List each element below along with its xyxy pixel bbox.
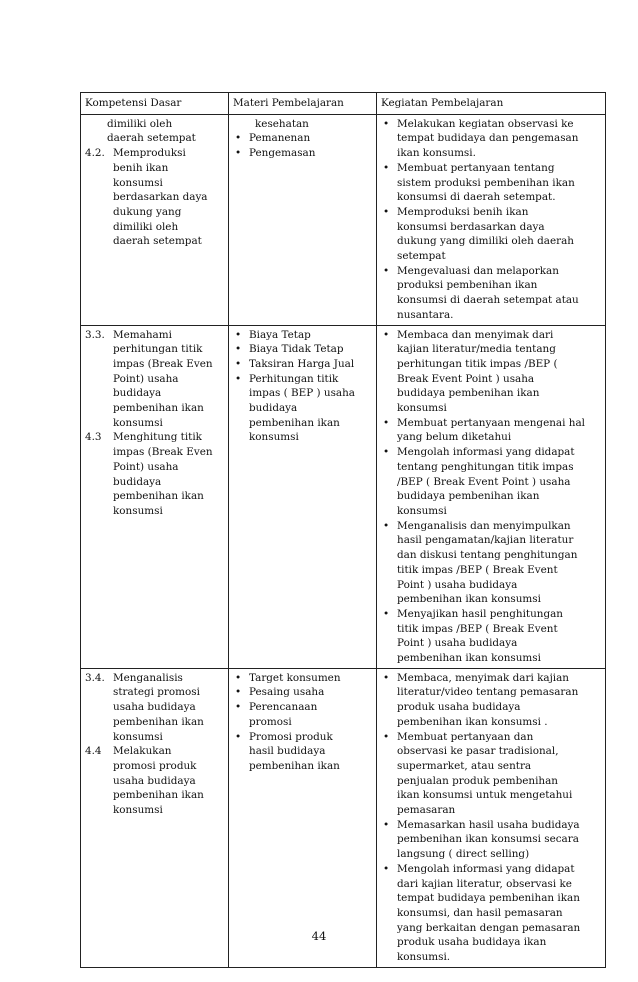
kd-line: daerah setempat [113, 235, 202, 248]
kd-text: Melakukan promosi produk usaha budidaya pembenihan ikan konsumsi [113, 745, 204, 817]
kompetensi-cell [81, 114, 229, 325]
learning-table [80, 92, 606, 968]
table-row [81, 114, 606, 325]
list-item: • Mengolah informasi yang didapat tentang penghitungan titik impas /BEP ( Break Event Point ) usaha budidaya pembenihan ikan konsumsi [381, 445, 601, 519]
materi-list [233, 328, 372, 446]
kd-text: Memahami perhitungan titik impas (Break Even Point) usaha budidaya pembenihan ikan konsumsi [113, 328, 213, 429]
list-item: • Mengolah informasi yang didapat dari kajian literatur, observasi ke tempat budidaya pembenihan ikan konsumsi, dan hasil pemasaran yang berkaitan dengan pemasaran produk usaha budidaya ikan konsumsi. [381, 862, 601, 965]
kompetensi-cell [81, 668, 229, 967]
list-item: • Target konsumen [233, 671, 372, 686]
kompetensi-cell [81, 325, 229, 668]
kd-number: 4.4 [85, 745, 102, 758]
kd-line: dimiliki oleh [113, 220, 179, 233]
list-item: • Mengevaluasi dan melaporkan produksi pembenihan ikan konsumsi di daerah setempat atau nusantara. [381, 264, 601, 323]
kd-item [85, 744, 224, 818]
kd-line: benih ikan [113, 161, 169, 174]
kd-item [85, 328, 224, 431]
list-item: • Melakukan kegiatan observasi ke tempat budidaya dan pengemasan ikan konsumsi. [381, 117, 601, 161]
list-item: • Menganalisis dan menyimpulkan hasil pengamatan/kajian literatur dan diskusi tentang penghitungan titik impas /BEP ( Break Event Point ) usaha budidaya pembenihan ikan konsumsi [381, 519, 601, 607]
header-materi-pembelajaran: Materi Pembelajaran [229, 93, 377, 115]
kd-line: dimiliki oleh [107, 117, 173, 130]
materi-list [233, 131, 372, 160]
kd-line: dukung yang [113, 205, 182, 218]
kd-item [85, 671, 224, 745]
kegiatan-list [381, 671, 601, 965]
list-item: • Menyajikan hasil penghitungan titik impas /BEP ( Break Event Point ) usaha budidaya pembenihan ikan konsumsi [381, 607, 601, 666]
list-item: • Membaca, menyimak dari kajian literatur/video tentang pemasaran produk usaha budidaya pembenihan ikan konsumsi . [381, 671, 601, 730]
materi-cell [229, 114, 377, 325]
kegiatan-cell [377, 325, 606, 668]
list-item: • Pesaing usaha [233, 685, 372, 700]
kd-number: 4.2. [85, 147, 105, 160]
list-item: • Membuat pertanyaan mengenai hal yang belum diketahui [381, 416, 601, 445]
list-item: • Pengemasan [233, 146, 372, 161]
list-item: • Memproduksi benih ikan konsumsi berdasarkan daya dukung yang dimiliki oleh daerah setempat [381, 205, 601, 264]
materi-list [233, 671, 372, 774]
table-row [81, 668, 606, 967]
list-item: • Biaya Tetap [233, 328, 372, 343]
list-item: • Taksiran Harga Jual [233, 357, 372, 372]
materi-cell [229, 668, 377, 967]
kd-line: berdasarkan daya [113, 191, 208, 204]
list-item: • Perhitungan titik impas ( BEP ) usaha budidaya pembenihan ikan konsumsi [233, 372, 372, 446]
kegiatan-list [381, 328, 601, 666]
kd-number: 3.4. [85, 671, 105, 684]
header-kegiatan-pembelajaran: Kegiatan Pembelajaran [377, 93, 606, 115]
kd-line: Memproduksi [113, 147, 186, 160]
kegiatan-list [381, 117, 601, 323]
list-item: • Promosi produk hasil budidaya pembenihan ikan [233, 730, 372, 774]
list-item: • Biaya Tidak Tetap [233, 342, 372, 357]
kd-line: konsumsi [113, 176, 163, 189]
kd-item [85, 146, 224, 249]
kd-line: daerah setempat [107, 132, 196, 145]
kd-text: Menganalisis strategi promosi usaha budidaya pembenihan ikan konsumsi [113, 671, 204, 743]
list-item: • Membaca dan menyimak dari kajian literatur/media tentang perhitungan titik impas /BEP ( Break Event Point ) usaha budidaya pembenihan ikan konsumsi [381, 328, 601, 416]
kd-continuation [85, 117, 224, 146]
list-item: • Perencanaan promosi [233, 700, 372, 729]
kegiatan-cell [377, 114, 606, 325]
kd-item [85, 430, 224, 518]
header-kompetensi-dasar: Kompetensi Dasar [81, 93, 229, 115]
list-item: • Memasarkan hasil usaha budidaya pembenihan ikan konsumsi secara langsung ( direct selling) [381, 818, 601, 862]
kd-number: 3.3. [85, 328, 105, 341]
list-item: • Membuat pertanyaan dan observasi ke pasar tradisional, supermarket, atau sentra penjualan produk pembenihan ikan konsumsi untuk mengetahui pemasaran [381, 730, 601, 818]
kd-number: 4.3 [85, 431, 102, 444]
kd-text: Menghitung titik impas (Break Even Point) usaha budidaya pembenihan ikan konsumsi [113, 431, 213, 517]
table-header-row [81, 93, 606, 115]
kegiatan-cell [377, 668, 606, 967]
materi-cell [229, 325, 377, 668]
list-item: • Membuat pertanyaan tentang sistem produksi pembenihan ikan konsumsi di daerah setempat. [381, 161, 601, 205]
materi-continuation: kesehatan [255, 117, 309, 130]
kd-text [113, 146, 224, 249]
list-item: • Pemanenan [233, 131, 372, 146]
table-row [81, 325, 606, 668]
page-number: 44 [311, 929, 327, 943]
